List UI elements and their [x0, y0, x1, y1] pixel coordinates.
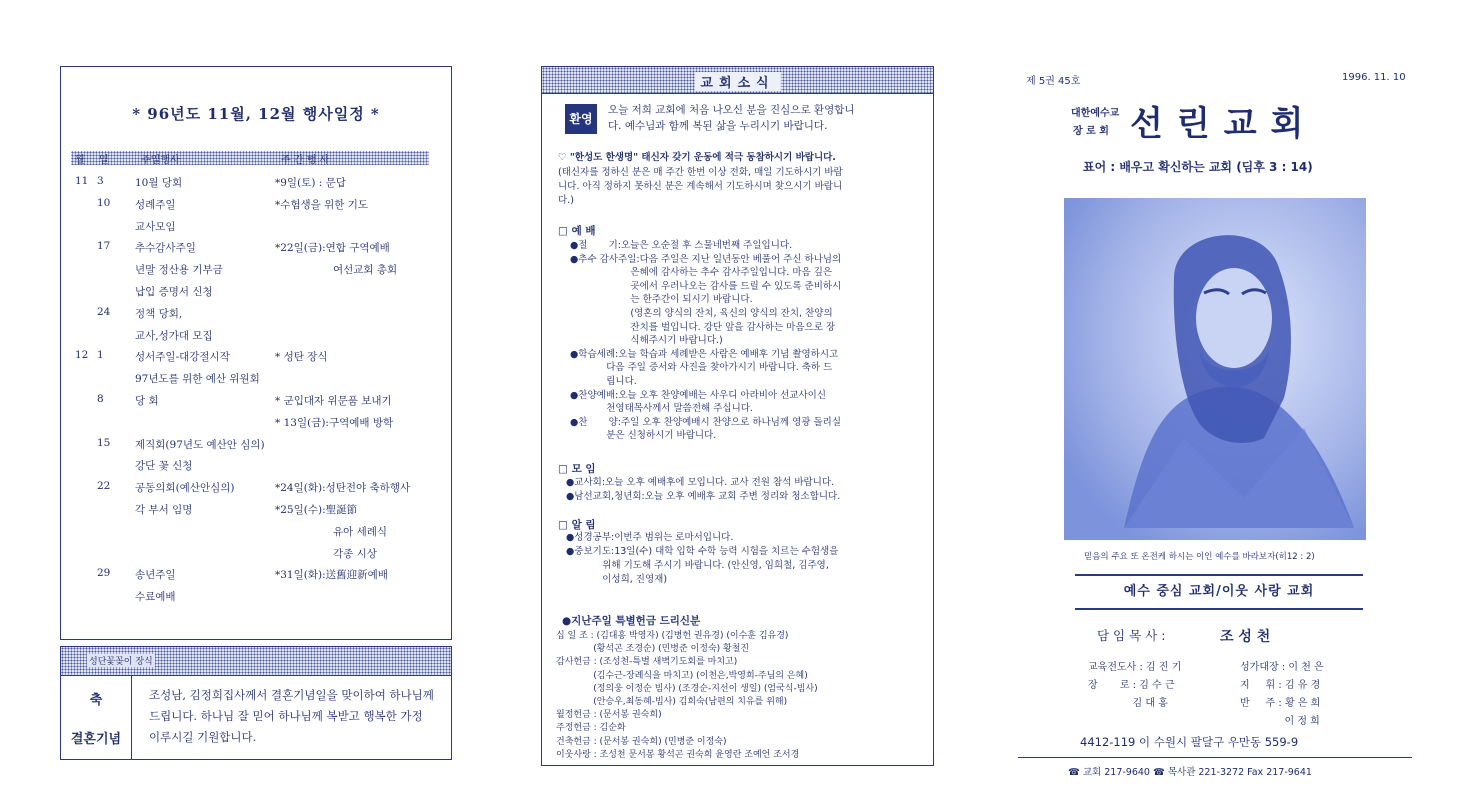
staff-right-line: 이 정 희: [1240, 716, 1320, 727]
staff-left-line: 김 대 홍: [1088, 698, 1168, 709]
issue-number: 제 5권 45호: [1026, 76, 1081, 87]
row-sunday: 교사모임: [135, 220, 176, 233]
news-notice_lines-2: 위해 기도해 주시기 바랍니다. (안신영, 임희철, 김주영,: [566, 560, 829, 571]
news-offering_lines-2: 감사헌금 : (조성천-특별 새벽기도회를 마치고): [556, 657, 738, 668]
welcome-badge: 환영: [565, 104, 597, 134]
row-day: 17: [97, 240, 111, 253]
news-campaign_lines-2: 다.): [558, 195, 574, 206]
news-title: 교회소식: [694, 72, 780, 91]
news-worship_lines-4: 는 한주간이 되시기 바랍니다.: [570, 294, 753, 306]
news-panel: [541, 66, 934, 766]
row-sunday: 수료예배: [135, 591, 176, 604]
row-weekday: * 군입대자 위문품 보내기: [275, 395, 392, 407]
news-worship_lines-2: 은혜에 감사하는 추수 감사주일입니다. 마음 깊은: [570, 267, 833, 279]
issue-date: 1996. 11. 10: [1342, 72, 1406, 83]
news-offering_lines-3: (김수근-장례식을 마치고) (이천은,박영희-주님의 은혜): [556, 670, 808, 681]
news-notice_lines-0: ●성경공부:이번주 범위는 로마서입니다.: [566, 532, 734, 543]
news-notice_title: □ 알 림: [558, 519, 596, 531]
row-sunday: 납입 증명서 신청: [135, 286, 213, 298]
news-offering_lines-1: (황석곤 조경순) (민병준 이정숙) 황철진: [556, 644, 750, 655]
memo-text: 조성남, 김정희집사께서 결혼기념일을 맞이하여 하나님께 드립니다. 하나님 잘 믿어 하나님께 복받고 행복한 가정 이루시길 기원합니다.: [149, 688, 434, 744]
row-day: 8: [97, 393, 104, 405]
news-offering_lines-9: 이웃사랑 : 조성천 문서봉 황석곤 권숙희 윤영란 조예언 조서경: [556, 749, 800, 760]
row-month: 12: [75, 349, 89, 362]
row-weekday: * 13일(금):구역예배 방학: [275, 416, 394, 429]
row-sunday: 당 회: [135, 395, 159, 407]
memo-header: 성단꽃꽂이 장식: [87, 654, 155, 667]
denomination-bottom: 장 로 회: [1073, 126, 1109, 137]
news-worship_lines-12: 천영태목사께서 말씀전해 주십니다.: [570, 403, 753, 415]
row-weekday: 여선교회 총회: [333, 264, 398, 277]
news-title-bar: [542, 67, 933, 94]
row-day: 15: [97, 436, 111, 449]
row-weekday: 각종 시상: [333, 547, 377, 560]
row-day: 3: [97, 175, 104, 187]
header-month: 월: [75, 155, 85, 166]
row-weekday: *9일(토) : 문답: [275, 177, 346, 189]
row-month: 11: [75, 175, 89, 187]
staff-right-line: 지 휘 : 김 유 경: [1240, 680, 1321, 691]
news-campaign_lines-0: (태신자를 정하신 분은 매 주간 한번 이상 전화, 매일 기도하시기 바랍: [558, 167, 843, 178]
news-welcome_lines-1: 다. 예수님과 함께 복된 삶을 누리시기 바랍니다.: [608, 120, 828, 132]
row-day: 22: [97, 480, 111, 493]
row-weekday: *수험생을 위한 기도: [275, 198, 369, 211]
row-sunday: 공동의회(예산안심의): [135, 482, 235, 495]
row-weekday: *31일(화):送舊迎新예배: [275, 569, 388, 582]
row-sunday: 송년주일: [135, 569, 176, 582]
news-worship_lines-3: 곳에서 우러나오는 감사를 드릴 수 있도록 준비하시: [570, 280, 842, 292]
row-day: 10: [97, 196, 111, 209]
row-sunday: 성서주일-대강절시작: [135, 351, 230, 364]
news-worship_lines-9: 다음 주일 증서와 사진을 찾아가시기 바랍니다. 축하 드: [570, 362, 833, 374]
portrait-image: [1064, 198, 1366, 540]
schedule-title: * 96년도 11월, 12월 행사일정 *: [132, 105, 380, 123]
news-offering_lines-0: 십 일 조 : (김대홍 박영자) (김병헌 권유경) (이수훈 김유경): [556, 631, 789, 641]
motto: 표어 : 배우고 확신하는 교회 (딤후 3 : 14): [1083, 160, 1313, 174]
row-weekday: *22일(금):연합 구역예배: [275, 242, 390, 255]
header-weekday: 주 간 행 사: [281, 155, 330, 166]
church-address: 4412-119 이 수원시 팔달구 우만동 559-9: [1080, 735, 1299, 749]
staff-left-line: 장 로 : 김 수 근: [1088, 680, 1175, 691]
news-offering_lines-5: (안승우,최동혜-빔사) 김희숙(남편의 치유를 위해): [556, 697, 788, 707]
portrait-caption: 믿음의 주요 또 온전케 하시는 이인 예수를 바라보자(히12 : 2): [1084, 552, 1315, 562]
denomination-top: 대한예수교: [1071, 108, 1120, 119]
row-day: 29: [97, 567, 111, 580]
news-welcome_lines-0: 오늘 저희 교회에 처음 나오신 분을 진심으로 환영합니: [608, 104, 855, 116]
header-sunday: 주일행사: [141, 155, 180, 166]
row-sunday: 교사,성가대 모집: [135, 329, 213, 342]
news-meeting_lines-0: ●교사회:오늘 오후 예배후에 모입니다. 교사 전원 참석 바랍니다.: [566, 477, 835, 488]
row-day: 1: [97, 349, 104, 362]
news-campaign_lines-1: 니다. 아직 정하지 못하신 분은 계속해서 기도하시며 찾으시기 바랍니: [558, 181, 843, 192]
news-worship_lines-10: 립니다.: [570, 376, 637, 387]
row-sunday: 강단 꽃 신청: [135, 460, 193, 473]
news-worship_title: □ 예 배: [558, 225, 596, 237]
row-sunday: 년말 정산용 기부금: [135, 264, 223, 277]
news-campaign_title: ♡ "한성도 한생명" 태신자 갖기 운동에 적극 동참하시기 바랍니다.: [558, 152, 836, 163]
row-sunday: 10월 당회: [135, 177, 183, 189]
row-sunday: 성례주일: [135, 198, 176, 211]
news-offering_lines-8: 건축헌금 : (문서봉 권숙희) (민병준 이정숙): [556, 736, 727, 747]
staff-left-line: 교육전도사 : 김 진 기: [1088, 662, 1182, 673]
news-worship_lines-8: ●학습세례:오늘 학습과 세례받은 사람은 예배후 기념 촬영하시고: [570, 348, 839, 360]
address-divider: [1018, 757, 1412, 758]
row-weekday: * 성탄 장식: [275, 351, 328, 364]
news-offering_lines-7: 주정헌금 : 김순화: [556, 723, 626, 734]
pastor-label: 담 임 목 사 :: [1097, 628, 1166, 643]
news-worship_lines-13: ●찬 양:주일 오후 찬양예배시 찬양으로 하나님께 영광 돌리실: [570, 416, 841, 428]
news-worship_lines-11: ●찬양예배:오늘 오후 찬양예배는 사우디 아라비아 선교사이신: [570, 389, 827, 401]
news-worship_lines-6: 잔치를 벌입니다. 강단 앞을 감사하는 마음으로 장: [570, 321, 836, 333]
staff-right-line: 반 주 : 황 은 희: [1240, 698, 1321, 709]
row-sunday: 각 부서 임명: [135, 504, 193, 516]
news-offering_lines-6: 월정헌금 : (문서봉 권숙희): [556, 710, 662, 721]
row-weekday: 유아 세례식: [333, 525, 388, 538]
row-sunday: 추수감사주일: [135, 242, 196, 255]
memo-side-top: 축: [89, 693, 103, 708]
news-notice_lines-1: ●중보기도:13일(수) 대학 입학 수학 능력 시험을 치르는 수험생을: [566, 546, 839, 557]
news-meeting_lines-1: ●남선교회,청년회:오늘 오후 예배후 교회 주변 정리와 청소합니다.: [566, 491, 841, 502]
staff-right-line: 성가대장 : 이 천 은: [1240, 662, 1324, 673]
news-worship_lines-0: ●절 기:오늘은 오순절 후 스물네번째 주일입니다.: [570, 240, 793, 251]
phone-numbers: ☎ 교회 217-9640 ☎ 목사관 221-3272 Fax 217-9641: [1068, 767, 1312, 778]
news-worship_lines-7: 식해주시기 바랍니다.): [570, 335, 723, 347]
schedule-header: [71, 151, 429, 165]
flower-memo: [60, 646, 452, 760]
news-offering_title: ●지난주일 특별헌금 드리신분: [562, 615, 701, 627]
memo-side: [61, 675, 132, 759]
row-weekday: *24일(화):성탄전야 축하행사: [275, 482, 411, 495]
news-worship_lines-1: ●추수 감사주일:다음 주일은 지난 일년동안 베풀어 주신 하나님의: [570, 253, 842, 265]
church-name: 선린교회: [1130, 104, 1318, 144]
row-sunday: 97년도를 위한 예산 위원회: [135, 373, 260, 386]
jesus-portrait: [1064, 198, 1366, 540]
schedule-panel: [60, 66, 452, 640]
memo-header-bar: [61, 647, 451, 676]
row-day: 24: [97, 305, 111, 318]
pastor-name: 조 성 천: [1220, 629, 1271, 645]
news-notice_lines-3: 이성희, 진영재): [566, 574, 668, 585]
news-worship_lines-14: 분은 신청하시기 바랍니다.: [570, 430, 717, 442]
row-sunday: 정책 당회,: [135, 307, 183, 320]
news-offering_lines-4: (정의웅 이정순 빔사) (조경순-지선이 생일) (엄국식-빔사): [556, 683, 818, 694]
vision-banner: 예수 중심 교회/이웃 사랑 교회: [1075, 574, 1363, 610]
memo-side-bottom: 결혼기념: [70, 732, 122, 747]
news-worship_lines-5: (영혼의 양식의 잔치, 육신의 양식의 잔치, 찬양의: [570, 308, 833, 319]
row-weekday: *25일(수):聖誕節: [275, 504, 358, 516]
row-sunday: 제직회(97년도 예산안 심의): [135, 438, 265, 451]
header-day: 일: [99, 155, 109, 166]
news-meeting_title: □ 모 임: [558, 463, 596, 475]
